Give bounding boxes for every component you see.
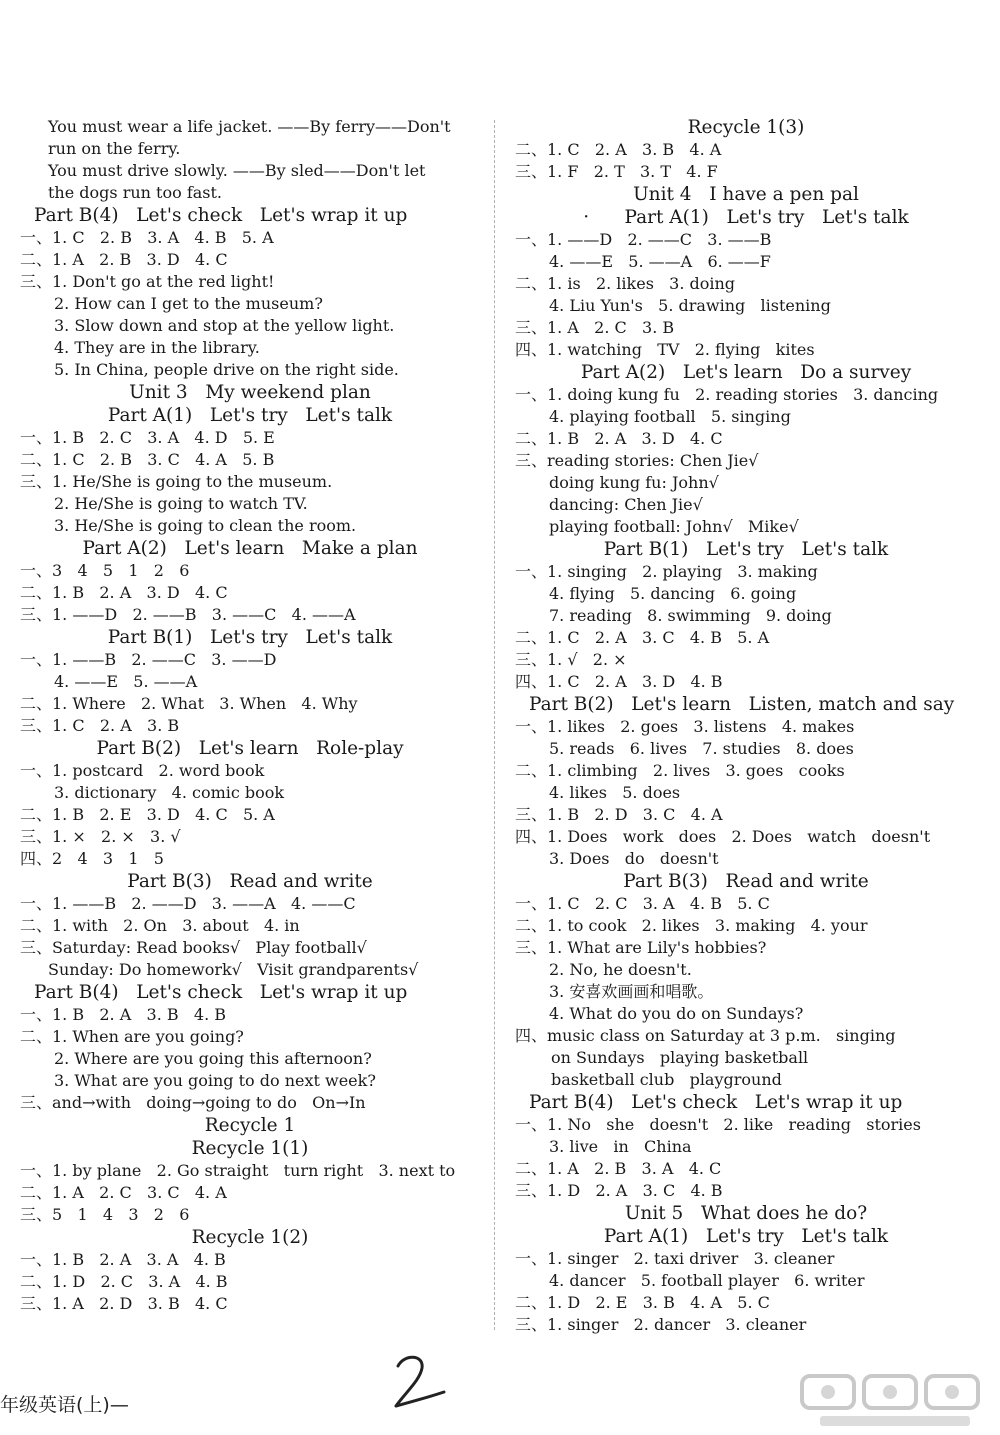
answer-line: 4. Liu Yun's 5. drawing listening (549, 296, 831, 315)
section-heading: Part B(4) Let's check Let's wrap it up (34, 205, 408, 226)
section-heading: Part B(4) Let's check Let's wrap it up (34, 982, 408, 1003)
answer-line: 二、1. When are you going? (20, 1027, 244, 1046)
answer-line: 一、1. C 2. C 3. A 4. B 5. C (515, 894, 770, 913)
section-heading: Part A(1) Let's try Let's talk (603, 1226, 889, 1247)
answer-line: 3. 安喜欢画画和唱歌。 (549, 982, 714, 1001)
answer-line: 三、Saturday: Read books√ Play football√ (20, 938, 367, 957)
answer-line: 2. Where are you going this afternoon? (54, 1049, 372, 1068)
answer-line: 2. How can I get to the museum? (54, 294, 323, 313)
answer-line: 5. reads 6. lives 7. studies 8. does (549, 739, 854, 758)
answer-line: 一、1. ——D 2. ——C 3. ——B (515, 230, 772, 249)
answer-line: 三、1. What are Lily's hobbies? (515, 938, 767, 957)
answer-line: 三、1. D 2. A 3. C 4. B (515, 1181, 723, 1200)
answer-line: 3. dictionary 4. comic book (54, 783, 285, 802)
answer-line: 一、1. ——B 2. ——D 3. ——A 4. ——C (20, 894, 356, 913)
answer-line: 一、1. singing 2. playing 3. making (515, 562, 818, 581)
section-heading: Recycle 1(3) (687, 117, 805, 138)
section-heading: Recycle 1 (204, 1115, 296, 1136)
answer-line: Sunday: Do homework√ Visit grandparents√ (48, 960, 419, 979)
answer-line: 2. No, he doesn't. (549, 960, 692, 979)
answer-line: 一、1. postcard 2. word book (20, 761, 265, 780)
answer-line: 3. He/She is going to clean the room. (54, 516, 357, 535)
answer-line: 二、1. C 2. A 3. B 4. A (515, 140, 722, 159)
section-heading: Part B(2) Let's learn Role-play (96, 738, 404, 759)
answer-line: 二、1. Where 2. What 3. When 4. Why (20, 694, 358, 713)
answer-line: 3. What are you going to do next week? (54, 1071, 376, 1090)
answer-line: 二、1. C 2. A 3. C 4. B 5. A (515, 628, 770, 647)
section-heading: Part B(1) Let's try Let's talk (107, 627, 393, 648)
answer-line: 3. live in China (549, 1137, 692, 1156)
answer-line: 二、1. C 2. B 3. C 4. A 5. B (20, 450, 275, 469)
answer-line: 四、music class on Saturday at 3 p.m. singing (515, 1026, 896, 1045)
answer-line: 三、1. A 2. D 3. B 4. C (20, 1294, 228, 1313)
answer-line: 一、1. singer 2. taxi driver 3. cleaner (515, 1249, 835, 1268)
answer-line: 二、1. to cook 2. likes 3. making 4. your (515, 916, 868, 935)
answer-line: 三、1. √ 2. × (515, 650, 627, 669)
answer-line: 7. reading 8. swimming 9. doing (549, 606, 832, 625)
section-heading: Unit 5 What does he do? (624, 1203, 868, 1224)
answer-line: You must wear a life jacket. ——By ferry——Don't (48, 117, 451, 136)
answer-line: 5. In China, people drive on the right side. (54, 360, 399, 379)
answer-line: 4. likes 5. does (549, 783, 681, 802)
section-heading: Recycle 1(1) (191, 1138, 309, 1159)
section-heading: · Part A(1) Let's try Let's talk (583, 207, 909, 228)
answer-line: 四、1. C 2. A 3. D 4. B (515, 672, 723, 691)
section-heading: Unit 3 My weekend plan (129, 382, 371, 403)
page-footer: 年级英语(上)— (0, 1394, 129, 1416)
answer-line: 二、1. with 2. On 3. about 4. in (20, 916, 300, 935)
answer-line: 三、1. C 2. A 3. B (20, 716, 180, 735)
answer-line: 2. He/She is going to watch TV. (54, 494, 308, 513)
answer-line: run on the ferry. (48, 139, 181, 158)
section-heading: Part A(2) Let's learn Do a survey (580, 362, 912, 383)
section-heading: Part B(1) Let's try Let's talk (603, 539, 889, 560)
section-heading: Part A(2) Let's learn Make a plan (82, 538, 418, 559)
answer-line: the dogs run too fast. (48, 183, 223, 202)
answer-line: 4. ——E 5. ——A (54, 672, 198, 691)
answer-line: 三、1. B 2. D 3. C 4. A (515, 805, 723, 824)
answer-line: 一、3 4 5 1 2 6 (20, 561, 190, 580)
answer-line: 三、and→with doing→going to do On→In (20, 1093, 366, 1112)
answer-line: 二、1. climbing 2. lives 3. goes cooks (515, 761, 845, 780)
section-heading: Part B(2) Let's learn Listen, match and say (529, 694, 955, 715)
right-answer-column (515, 116, 977, 1336)
answer-line: 四、1. Does work does 2. Does watch doesn't (515, 827, 931, 846)
answer-line: 4. flying 5. dancing 6. going (549, 584, 797, 603)
answer-line: 二、1. B 2. A 3. D 4. C (515, 429, 723, 448)
answer-line: 一、1. ——B 2. ——C 3. ——D (20, 650, 277, 669)
answer-line: 一、1. doing kung fu 2. reading stories 3. dancing (515, 385, 939, 404)
answer-line: 一、1. B 2. A 3. A 4. B (20, 1250, 226, 1269)
section-heading: Part A(1) Let's try Let's talk (107, 405, 393, 426)
section-heading: Recycle 1(2) (191, 1227, 309, 1248)
section-heading: Part B(4) Let's check Let's wrap it up (529, 1092, 903, 1113)
answer-line: 二、1. A 2. B 3. D 4. C (20, 250, 228, 269)
answer-line: basketball club playground (551, 1070, 782, 1089)
answer-line: 四、1. watching TV 2. flying kites (515, 340, 815, 359)
answer-line: 三、1. singer 2. dancer 3. cleaner (515, 1315, 807, 1334)
answer-line: 三、1. F 2. T 3. T 4. F (515, 162, 718, 181)
answer-line: dancing: Chen Jie√ (549, 495, 703, 514)
answer-line: 一、1. B 2. C 3. A 4. D 5. E (20, 428, 275, 447)
answer-line: You must drive slowly. ——By sled——Don't let (48, 161, 426, 180)
answer-line: 二、1. A 2. B 3. A 4. C (515, 1159, 722, 1178)
handwritten-2-icon (392, 1352, 448, 1410)
answer-line: 三、1. He/She is going to the museum. (20, 472, 333, 491)
answer-line: 三、1. × 2. × 3. √ (20, 827, 181, 846)
answer-line: 三、reading stories: Chen Jie√ (515, 451, 759, 470)
answer-line: 三、1. A 2. C 3. B (515, 318, 675, 337)
answer-line: 一、1. No she doesn't 2. like reading stories (515, 1115, 921, 1134)
answer-line: 三、1. ——D 2. ——B 3. ——C 4. ——A (20, 605, 356, 624)
section-heading: Part B(3) Read and write (623, 871, 869, 892)
answer-line: 二、1. B 2. A 3. D 4. C (20, 583, 228, 602)
answer-line: doing kung fu: John√ (549, 473, 719, 492)
column-divider (494, 120, 495, 1330)
answer-line: on Sundays playing basketball (551, 1048, 809, 1067)
answer-line: 二、1. D 2. C 3. A 4. B (20, 1272, 228, 1291)
left-answer-column (20, 116, 480, 1315)
answer-line: 四、2 4 3 1 5 (20, 849, 164, 868)
section-heading: Part B(3) Read and write (127, 871, 373, 892)
answer-line: 一、1. C 2. B 3. A 4. B 5. A (20, 228, 274, 247)
watermark-logo-icon (800, 1372, 985, 1432)
section-heading: Unit 4 I have a pen pal (633, 184, 859, 205)
answer-line: 二、1. D 2. E 3. B 4. A 5. C (515, 1293, 770, 1312)
answer-line: 一、1. likes 2. goes 3. listens 4. makes (515, 717, 855, 736)
answer-line: 二、1. B 2. E 3. D 4. C 5. A (20, 805, 275, 824)
answer-line: playing football: John√ Mike√ (549, 517, 799, 536)
answer-line: 三、1. Don't go at the red light! (20, 272, 275, 291)
answer-line: 4. They are in the library. (54, 338, 260, 357)
answer-line: 4. ——E 5. ——A 6. ——F (549, 252, 771, 271)
answer-line: 二、1. is 2. likes 3. doing (515, 274, 736, 293)
answer-line: 二、1. A 2. C 3. C 4. A (20, 1183, 227, 1202)
answer-line: 一、1. B 2. A 3. B 4. B (20, 1005, 227, 1024)
answer-line: 4. What do you do on Sundays? (549, 1004, 804, 1023)
answer-line: 4. playing football 5. singing (549, 407, 791, 426)
answer-line: 3. Slow down and stop at the yellow light. (54, 316, 395, 335)
answer-line: 3. Does do doesn't (549, 849, 719, 868)
answer-line: 一、1. by plane 2. Go straight turn right 3. next to (20, 1161, 456, 1180)
answer-line: 4. dancer 5. football player 6. writer (549, 1271, 865, 1290)
answer-line: 三、5 1 4 3 2 6 (20, 1205, 190, 1224)
